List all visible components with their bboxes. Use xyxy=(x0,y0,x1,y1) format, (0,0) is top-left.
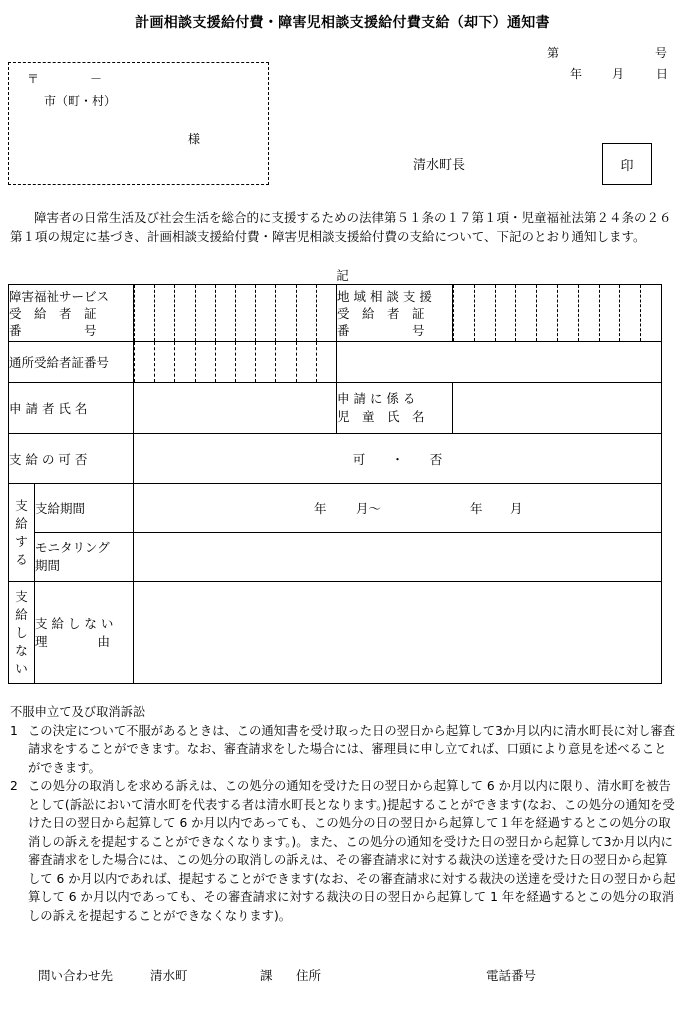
issuer: 清水町長 xyxy=(413,158,466,173)
notice-table xyxy=(8,284,662,684)
number-prefix: 第 xyxy=(547,46,560,60)
list-item xyxy=(10,722,678,778)
approval-field[interactable] xyxy=(134,434,662,484)
child-name-label-2: 児 童 氏 名 xyxy=(337,409,425,424)
intro-text: 障害者の日常生活及び社会生活を総合的に支援するための法律第５１条の１７第１項・児童福祉法第２４条の２６第１項の規定に基づき、計画相談支援給付費・障害児相談支援給付費の支給について、下記のとおり通知します。 xyxy=(10,210,672,244)
number-suffix: 号 xyxy=(655,46,668,60)
notes-heading: 不服申立て及び取消訴訟 xyxy=(10,705,146,719)
postal-mark: 〒 xyxy=(27,72,40,86)
regional-cert-number-cells[interactable] xyxy=(453,285,662,342)
table-row xyxy=(9,582,662,684)
item-number: 1 xyxy=(10,723,18,738)
contact-label: 問い合わせ先 xyxy=(38,968,114,983)
applicant-name-field[interactable] xyxy=(134,383,337,434)
reason-label: 支 給 し な い xyxy=(35,615,114,631)
nogrant-char: 給 xyxy=(15,606,28,622)
table-row xyxy=(9,434,662,484)
address-box xyxy=(8,62,269,185)
period-month-2: 月 xyxy=(510,501,523,516)
seal-label: 印 xyxy=(620,158,634,174)
contact-town: 清水町 xyxy=(150,968,188,983)
list-item xyxy=(10,777,678,925)
contact-address: 住所 xyxy=(296,968,322,983)
table-row xyxy=(9,484,662,533)
regional-cert-label-2: 受 給 者 証 xyxy=(337,305,425,321)
nogrant-char: い xyxy=(15,660,28,676)
honorific: 様 xyxy=(188,132,201,146)
contact-phone: 電話番号 xyxy=(486,968,537,983)
date-day: 日 xyxy=(656,67,669,81)
day-care-cert-number-cells[interactable] xyxy=(134,342,337,383)
date-month: 月 xyxy=(612,67,625,81)
welfare-cert-number-cells[interactable] xyxy=(134,285,337,342)
table-row xyxy=(9,383,662,434)
city-label: 市（町・村） xyxy=(44,94,117,108)
monitoring-label: モニタリング xyxy=(35,540,110,555)
item-text: この決定について不服があるときは、この通知書を受け取った日の翌日から起算して3か月以内に清水町長に対し審査請求をすることができます。なお、審査請求をした場合には、審理員に申し立てれば、口頭により意見を述べることができます。 xyxy=(28,723,676,775)
grant-char: 給 xyxy=(15,515,28,531)
reason-field[interactable] xyxy=(134,582,662,684)
approval-dot: ・ xyxy=(391,451,404,467)
child-name-field[interactable] xyxy=(453,383,662,434)
grant-char: る xyxy=(15,551,28,567)
nogrant-vertical-label xyxy=(9,582,35,684)
regional-cert-label: 地 域 相 談 支 援 xyxy=(337,288,432,304)
date-year: 年 xyxy=(570,67,583,81)
period-year-2: 年 xyxy=(470,501,483,516)
welfare-cert-label-3: 番 号 xyxy=(9,322,97,338)
postal-dash: － xyxy=(90,72,103,86)
reason-label-2: 理 由 xyxy=(35,633,111,649)
monitoring-field[interactable] xyxy=(134,533,662,582)
grant-vertical-label xyxy=(9,484,35,582)
ki-label: 記 xyxy=(336,268,349,283)
approval-no[interactable]: 否 xyxy=(429,451,443,467)
blank-cell xyxy=(337,342,662,383)
appeal-notes xyxy=(10,703,678,925)
nogrant-char: 支 xyxy=(15,588,28,604)
period-label: 支給期間 xyxy=(35,484,134,533)
nogrant-char: な xyxy=(15,642,28,658)
child-name-label: 申 請 に 係 る xyxy=(337,391,416,406)
grant-char: 支 xyxy=(15,497,28,513)
approval-label: 支 給 の 可 否 xyxy=(9,434,134,484)
day-care-cert-label: 通所受給者証番号 xyxy=(9,342,134,383)
applicant-name-label: 申 請 者 氏 名 xyxy=(9,383,134,434)
welfare-cert-label: 障害福祉サービス xyxy=(9,288,110,304)
table-row xyxy=(9,342,662,383)
period-month-1: 月～ xyxy=(356,501,382,516)
regional-cert-label-3: 番 号 xyxy=(337,322,425,338)
item-number: 2 xyxy=(10,779,18,793)
table-row xyxy=(9,285,662,342)
grant-char: す xyxy=(15,533,28,549)
table-row xyxy=(9,533,662,582)
item-text: この処分の取消しを求める訴えは、この処分の通知を受けた日の翌日から起算して 6 か月以内に限り、清水町を被告として(訴訟において清水町を代表する者は清水町長となります。)提起することができます(なお、この処分の通知を受けた日の翌日から起算して 6 か月以内であっても、この処分の日の翌日から起算して１年を経過するとこの処分の取消しの訴えを提起することができなくなります。)。また、この処分の通知を受けた日の翌日から起算して3か月以内に審査請求をした場合には、この処分の取消しの訴えは、その審査請求に対する裁決の送達を受けた日の翌日から起算して 6 か月以内であれば、提起することができます(なお、その審査請求に対する裁決の送達を受けた日の翌日から起算して 6 か月以内であっても、その審査請求に対する裁決の日の翌日から起算して 1 年を経過するとこの処分の取消しの訴えを提起することができなくなります)。 xyxy=(28,779,676,923)
seal-box xyxy=(602,143,652,185)
nogrant-char: し xyxy=(15,624,28,640)
contact-section: 課 xyxy=(260,968,273,983)
period-year-1: 年 xyxy=(314,501,327,516)
period-field[interactable] xyxy=(134,484,662,533)
monitoring-label-2: 期間 xyxy=(35,558,61,573)
approval-yes[interactable]: 可 xyxy=(352,451,366,467)
welfare-cert-label-2: 受 給 者 証 xyxy=(9,305,97,321)
document-title: 計画相談支援給付費・障害児相談支援給付費支給（却下）通知書 xyxy=(135,15,550,31)
